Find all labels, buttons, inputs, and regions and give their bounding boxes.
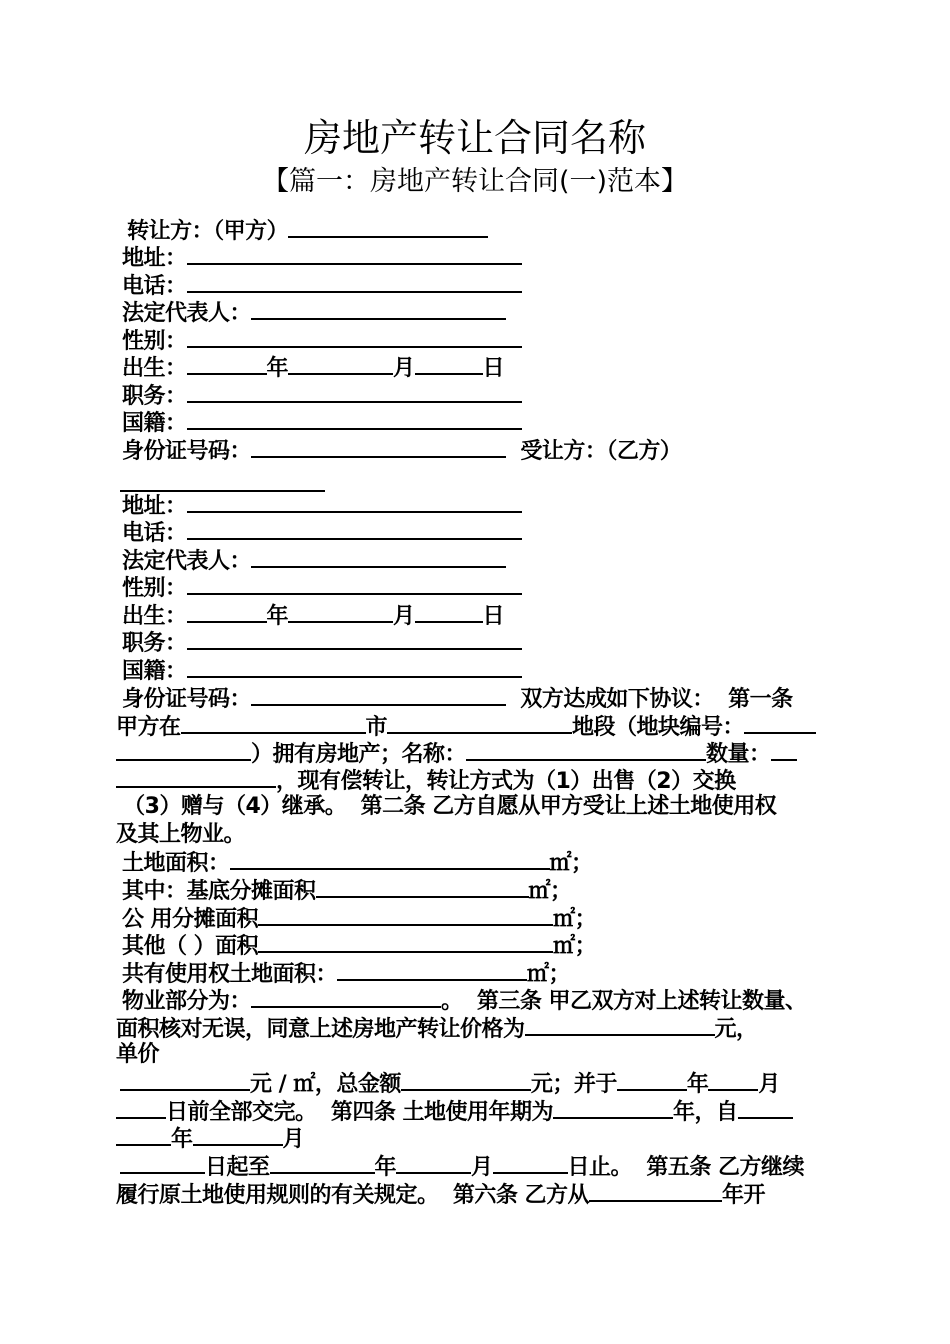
line-text: ㎡；: [553, 934, 597, 959]
fill-in-blank[interactable]: [187, 518, 522, 540]
line-text: ㎡；: [549, 851, 593, 876]
fill-in-blank[interactable]: [415, 601, 483, 623]
line-text: 年: [266, 604, 289, 629]
fill-in-blank[interactable]: [288, 353, 393, 375]
fill-in-blank[interactable]: [181, 712, 366, 734]
line-text: 面积核对无误，同意上述房地产转让价格为: [116, 1017, 525, 1042]
line-text: ，现有偿转让，转让方式为（1）出售（2）交换: [276, 769, 736, 794]
contract-line: [122, 408, 522, 437]
fill-in-blank[interactable]: [771, 739, 797, 761]
fill-in-blank[interactable]: [258, 904, 553, 926]
fill-in-blank[interactable]: [120, 1069, 250, 1091]
fill-in-blank[interactable]: [187, 601, 267, 623]
fill-in-blank[interactable]: [553, 1097, 673, 1119]
contract-line: [116, 821, 245, 848]
fill-in-blank[interactable]: [396, 1152, 471, 1174]
contract-line: [122, 931, 596, 960]
fill-in-blank[interactable]: [187, 326, 522, 348]
contract-line: [116, 1097, 793, 1126]
line-text: 单价: [116, 1042, 160, 1067]
line-text: 。 第三条 甲乙双方对上述转让数量、: [441, 989, 807, 1014]
line-text: 日前全部交完。 第四条 土地使用年期为: [166, 1100, 553, 1125]
contract-line: [122, 353, 504, 382]
line-text: 双方达成如下协议： 第一条: [506, 687, 793, 712]
line-text: 月: [393, 356, 415, 381]
contract-line: [122, 271, 522, 300]
fill-in-blank[interactable]: [258, 931, 553, 953]
fill-in-blank[interactable]: [116, 766, 276, 788]
contract-line: [122, 986, 807, 1015]
line-text: 元；并于: [530, 1072, 617, 1097]
line-text: 元，: [714, 1017, 758, 1042]
line-text: 法定代表人：: [122, 549, 252, 574]
line-text: 元 / ㎡，总金额: [250, 1072, 401, 1097]
line-text: 其他（ ）面积: [122, 934, 259, 959]
fill-in-blank[interactable]: [187, 573, 522, 595]
line-text: 日起至: [205, 1155, 270, 1180]
line-text: 职务：: [122, 384, 187, 409]
line-text: 地址：: [122, 246, 187, 271]
fill-in-blank[interactable]: [187, 353, 267, 375]
contract-line: [122, 959, 570, 988]
contract-line: [122, 491, 522, 520]
contract-line: [122, 518, 522, 547]
fill-in-blank[interactable]: [401, 1069, 531, 1091]
contract-line: [122, 298, 506, 327]
fill-in-blank[interactable]: [525, 1014, 715, 1036]
contract-line: [120, 1069, 780, 1098]
fill-in-blank[interactable]: [270, 1152, 375, 1174]
fill-in-blank[interactable]: [251, 436, 506, 458]
line-text: 年开: [721, 1183, 765, 1208]
line-text: 性别：: [122, 576, 187, 601]
line-text: 土地面积：: [122, 851, 230, 876]
contract-line: [122, 436, 681, 465]
line-text: （3）赠与（4）继承。 第二条 乙方自愿从甲方受让上述土地使用权: [116, 794, 777, 819]
line-text: ㎡；: [527, 962, 571, 987]
fill-in-blank[interactable]: [251, 684, 506, 706]
line-text: 月: [471, 1155, 493, 1180]
fill-in-blank[interactable]: [116, 1124, 171, 1146]
fill-in-blank[interactable]: [708, 1069, 758, 1091]
line-text: 出生：: [122, 604, 187, 629]
contract-line: [122, 243, 522, 272]
line-text: 出生：: [122, 356, 187, 381]
line-text: 身份证号码：: [122, 439, 252, 464]
document-subtitle: 【篇一：房地产转让合同(一)范本】: [261, 166, 689, 197]
contract-line: [122, 573, 522, 602]
line-text: 法定代表人：: [122, 301, 252, 326]
fill-in-blank[interactable]: [116, 1097, 166, 1119]
fill-in-blank[interactable]: [251, 298, 506, 320]
line-text: ㎡；: [528, 879, 572, 904]
contract-line: [116, 1041, 159, 1068]
fill-in-blank[interactable]: [738, 1097, 793, 1119]
fill-in-blank[interactable]: [187, 381, 522, 403]
contract-line: [122, 876, 572, 905]
line-text: 及其上物业。: [116, 822, 246, 847]
fill-in-blank[interactable]: [316, 876, 529, 898]
line-text: 年: [171, 1127, 193, 1152]
line-text: 履行原土地使用规则的有关规定。 第六条 乙方从: [116, 1183, 589, 1208]
fill-in-blank[interactable]: [120, 470, 325, 492]
line-text: ）拥有房地产；名称：: [251, 742, 467, 767]
contract-line: [122, 326, 522, 355]
contract-line: [116, 1124, 304, 1153]
line-text: 年: [686, 1072, 709, 1097]
line-text: 月: [758, 1072, 780, 1097]
line-text: 年，自: [672, 1100, 738, 1125]
contract-line: [116, 1014, 758, 1043]
line-text: 地址：: [122, 494, 187, 519]
fill-in-blank[interactable]: [116, 739, 251, 761]
fill-in-blank[interactable]: [415, 353, 483, 375]
line-text: 职务：: [122, 631, 187, 656]
line-text: 数量：: [706, 742, 771, 767]
contract-line: [122, 656, 522, 685]
line-text: 性别：: [122, 329, 187, 354]
line-text: 日止。 第五条 乙方继续: [567, 1155, 805, 1180]
line-text: 共有使用权土地面积：: [122, 962, 338, 987]
line-text: 市: [365, 715, 388, 740]
line-text: 甲方在: [116, 715, 181, 740]
line-text: 日: [482, 604, 505, 629]
fill-in-blank[interactable]: [187, 408, 522, 430]
contract-line: [122, 601, 504, 630]
contract-line: [122, 381, 522, 410]
line-text: 物业部分为：: [122, 989, 252, 1014]
line-text: 公 用分摊面积: [122, 907, 259, 932]
contract-line: [120, 1152, 804, 1181]
contract-line: [122, 904, 596, 933]
fill-in-blank[interactable]: [187, 628, 522, 650]
fill-in-blank[interactable]: [744, 712, 816, 734]
fill-in-blank[interactable]: [288, 216, 488, 238]
line-text: 身份证号码：: [122, 687, 252, 712]
line-text: 年: [374, 1155, 397, 1180]
fill-in-blank[interactable]: [187, 656, 522, 678]
line-text: 月: [282, 1127, 305, 1152]
contract-line: [116, 766, 736, 795]
contract-line: [116, 712, 816, 741]
fill-in-blank[interactable]: [493, 1152, 568, 1174]
fill-in-blank[interactable]: [288, 601, 393, 623]
fill-in-blank[interactable]: [589, 1180, 722, 1202]
fill-in-blank[interactable]: [193, 1124, 283, 1146]
line-text: ㎡；: [553, 907, 597, 932]
contract-line: [122, 628, 522, 657]
line-text: 日: [482, 356, 505, 381]
contract-line: [122, 684, 793, 713]
document-title: 房地产转让合同名称: [303, 116, 646, 160]
contract-line: [122, 546, 506, 575]
fill-in-blank[interactable]: [251, 986, 441, 1008]
fill-in-blank[interactable]: [337, 959, 527, 981]
fill-in-blank[interactable]: [230, 848, 550, 870]
contract-line: [120, 216, 488, 245]
fill-in-blank[interactable]: [120, 1152, 205, 1174]
fill-in-blank[interactable]: [466, 739, 706, 761]
contract-line: [116, 1180, 765, 1209]
line-text: 电话：: [122, 521, 187, 546]
line-text: 国籍：: [122, 659, 187, 684]
fill-in-blank[interactable]: [187, 491, 522, 513]
fill-in-blank[interactable]: [187, 271, 522, 293]
fill-in-blank[interactable]: [617, 1069, 687, 1091]
fill-in-blank[interactable]: [251, 546, 506, 568]
contract-line: [116, 739, 797, 768]
line-text: 其中：基底分摊面积: [122, 879, 316, 904]
contract-line: [122, 848, 593, 877]
line-text: 地段（地块编号：: [572, 715, 745, 740]
fill-in-blank[interactable]: [187, 243, 522, 265]
line-text: 国籍：: [122, 411, 187, 436]
contract-line: [116, 793, 776, 820]
line-text: 月: [393, 604, 415, 629]
fill-in-blank[interactable]: [387, 712, 572, 734]
line-text: 年: [266, 356, 289, 381]
line-text: 受让方：（乙方）: [506, 439, 682, 464]
line-text: 转让方：（甲方）: [120, 219, 289, 244]
line-text: 电话：: [122, 274, 187, 299]
